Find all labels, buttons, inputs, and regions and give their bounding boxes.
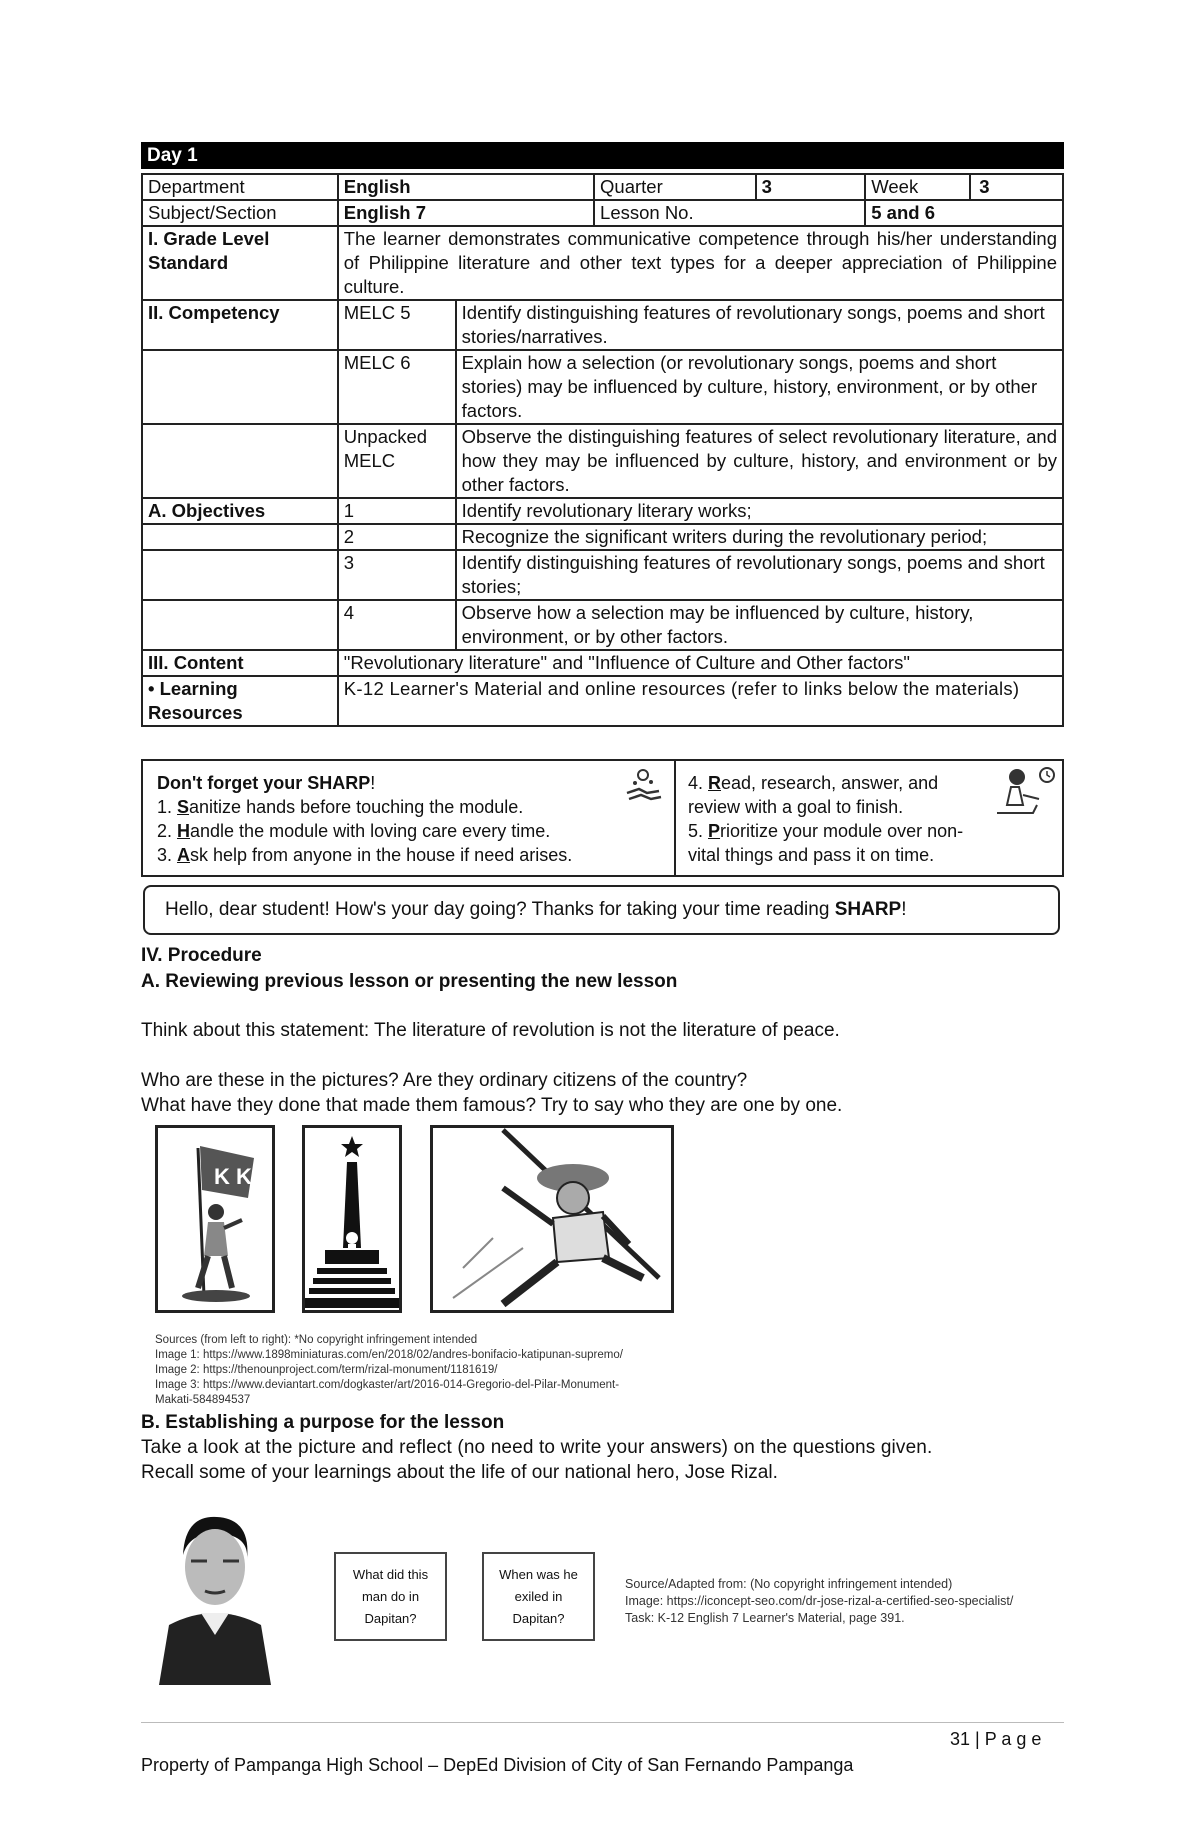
sharp-item-4: 4. Read, research, answer, and: [688, 773, 939, 793]
footer-divider: [141, 1722, 1064, 1723]
lesson-value: 5 and 6: [865, 200, 1063, 226]
sharp-item-1: 1. Sanitize hands before touching the module.: [157, 797, 524, 817]
sharp-left-column: [157, 771, 572, 867]
objective-number: 3: [338, 550, 456, 600]
objective-number: 1: [338, 498, 456, 524]
table-row: [142, 600, 1063, 650]
table-row: [142, 524, 1063, 550]
bonifacio-image: [155, 1125, 275, 1313]
grade-level-label: I. Grade Level Standard: [142, 226, 338, 300]
flag-text: K K: [214, 1164, 252, 1189]
lesson-label: Lesson No.: [594, 200, 865, 226]
hand-washing-icon: [621, 767, 667, 807]
objective-text: Identify distinguishing features of revolutionary songs, poems and short stories;: [456, 550, 1063, 600]
section-b-heading: B. Establishing a purpose for the lesson: [141, 1412, 505, 1433]
sharp-right-column: 4. Read, research, answer, and review with a goal to finish. 5. Prioritize your module over non- vital things and pass it on time.: [688, 773, 964, 865]
subject-value: English 7: [338, 200, 594, 226]
table-row: [142, 650, 1063, 676]
table-row: [142, 350, 1063, 424]
melc5-text: Identify distinguishing features of revolutionary songs, poems and short stories/narratives.: [456, 300, 1063, 350]
question-box-2: When was he exiled in Dapitan?: [482, 1552, 595, 1641]
question-line-2: What have they done that made them famous? Try to say who they are one by one.: [141, 1095, 843, 1116]
week-label: Week: [866, 175, 971, 199]
week-value: 3: [979, 176, 990, 197]
objective-text: Identify revolutionary literary works;: [456, 498, 1063, 524]
objective-text: Observe how a selection may be influenced by culture, history, environment, or by other factors.: [456, 600, 1063, 650]
table-row: [142, 498, 1063, 524]
sharp-reminder-box: [141, 759, 1064, 877]
student-reading-icon: [993, 765, 1059, 821]
melc6-text: Explain how a selection (or revolutionary songs, poems and short stories) may be influenced by culture, history, environment, or by other factors.: [456, 350, 1063, 424]
table-row: [142, 300, 1063, 350]
table-row: [142, 174, 1063, 200]
greeting-box: Hello, dear student! How's your day going? Thanks for taking your time reading SHARP!: [143, 885, 1060, 935]
portrait-source: Source/Adapted from: (No copyright infringement intended) Image: https://iconcept-seo.com/dr-jose-rizal-a-certified-seo-specialist/ Task: K-12 English 7 Learner's Material, page 391.: [625, 1577, 1014, 1625]
page-number: 31 | P a g e: [950, 1729, 1042, 1749]
melc5-label: MELC 5: [338, 300, 456, 350]
learning-resources-label: • Learning Resources: [142, 676, 338, 726]
department-value: English: [338, 174, 594, 200]
content-label: III. Content: [142, 650, 338, 676]
sharp-item-3: 3. Ask help from anyone in the house if need arises.: [157, 845, 573, 865]
question-box-1: What did this man do in Dapitan?: [334, 1552, 447, 1641]
sharp-item-2: 2. Handle the module with loving care every time.: [157, 821, 551, 841]
table-row: [142, 200, 1063, 226]
melc6-label: MELC 6: [338, 350, 456, 424]
rizal-portrait: [155, 1505, 273, 1685]
unpacked-melc-text: Observe the distinguishing features of select revolutionary literature, and how they may be influenced by culture, history, and environment or by other factors.: [456, 424, 1063, 498]
del-pilar-image: [430, 1125, 674, 1313]
week-cell: [865, 174, 1063, 200]
day-header: Day 1: [141, 142, 1064, 169]
learning-resources-text: K-12 Learner's Material and online resources (refer to links below the materials): [338, 676, 1063, 726]
content-text: "Revolutionary literature" and "Influence of Culture and Other factors": [338, 650, 1063, 676]
sharp-item-5: 5. Prioritize your module over non-: [688, 821, 964, 841]
objective-number: 2: [338, 524, 456, 550]
table-row: [142, 226, 1063, 300]
section-a-heading: A. Reviewing previous lesson or presenting the new lesson: [141, 971, 678, 992]
unpacked-melc-label: Unpacked MELC: [338, 424, 456, 498]
quarter-label: Quarter: [594, 174, 756, 200]
competency-label: II. Competency: [142, 300, 338, 350]
procedure-heading: IV. Procedure: [141, 945, 262, 966]
statement-paragraph: Think about this statement: The literature of revolution is not the literature of peace.: [141, 1020, 840, 1041]
rizal-monument-image: [302, 1125, 402, 1313]
table-row: [142, 550, 1063, 600]
lesson-info-table: [141, 173, 1064, 727]
grade-level-text: The learner demonstrates communicative competence through his/her understanding of Philippine literature and other text types for a deeper appreciation of Philippine culture.: [338, 226, 1063, 300]
reflect-paragraph-1: Take a look at the picture and reflect (no need to write your answers) on the questions given.: [141, 1437, 933, 1458]
department-label: Department: [142, 174, 338, 200]
objective-number: 4: [338, 600, 456, 650]
table-row: [142, 676, 1063, 726]
sharp-title: Don't forget your SHARP!: [157, 773, 376, 793]
table-row: [142, 424, 1063, 498]
reflect-paragraph-2: Recall some of your learnings about the life of our national hero, Jose Rizal.: [141, 1462, 778, 1483]
subject-label: Subject/Section: [142, 200, 338, 226]
quarter-value: 3: [756, 174, 866, 200]
footer-property: Property of Pampanga High School – DepEd Division of City of San Fernando Pampanga: [141, 1755, 854, 1775]
image-sources: Sources (from left to right): *No copyright infringement intended Image 1: https://www.1898miniaturas.com/en/2018/02/andres-bonifacio-katipunan-supremo/ Image 2: https://thenounproject.com/term/rizal-monument/1181619/ Image 3: https://www.deviantart.com/dogkaster/art/2016-014-Gregorio-del-Pilar-Monument- Makati-584894537: [155, 1334, 623, 1406]
objective-text: Recognize the significant writers during the revolutionary period;: [456, 524, 1063, 550]
question-line-1: Who are these in the pictures? Are they ordinary citizens of the country?: [141, 1070, 748, 1091]
objectives-label: A. Objectives: [142, 498, 338, 524]
